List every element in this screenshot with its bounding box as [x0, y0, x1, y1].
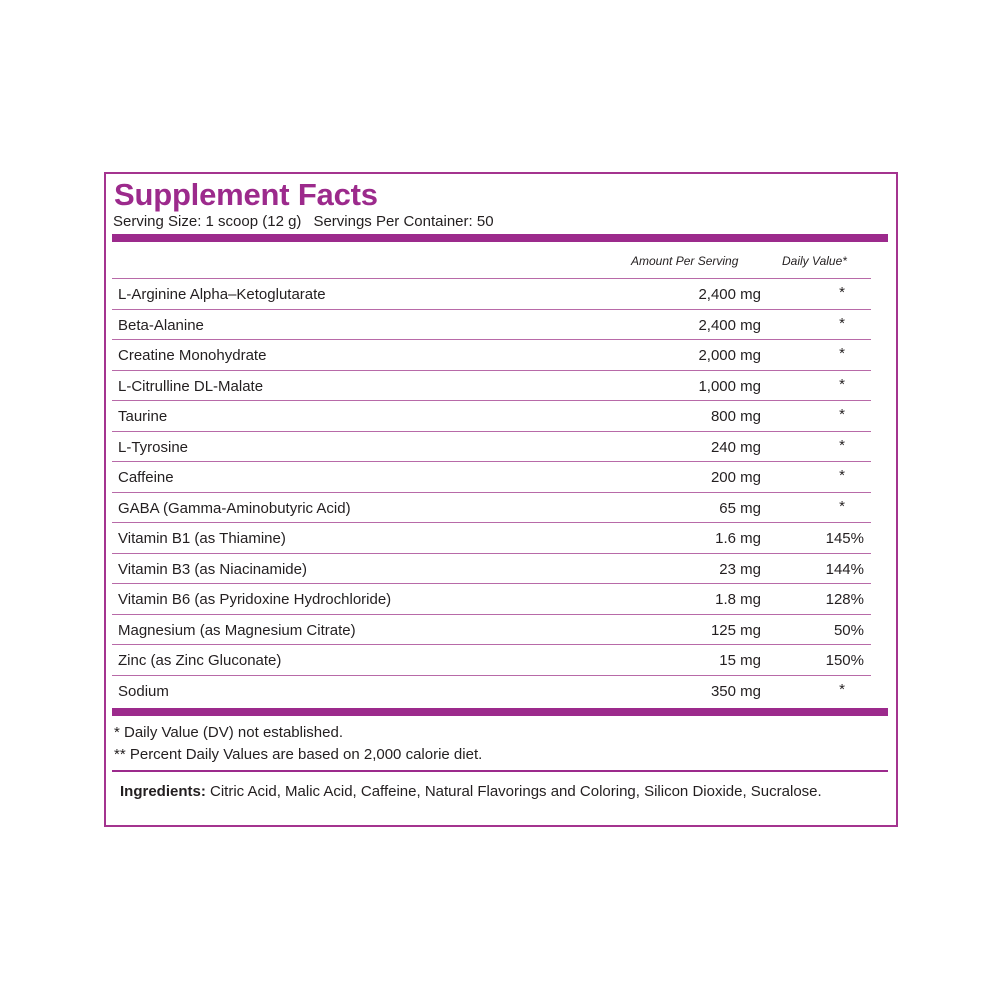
nutrient-name: Taurine	[118, 408, 168, 425]
nutrient-daily-value: *	[839, 375, 845, 393]
table-row	[112, 583, 871, 614]
nutrient-daily-value: 145%	[825, 530, 864, 547]
table-row	[112, 278, 871, 309]
nutrient-name: L-Tyrosine	[118, 438, 189, 456]
nutrient-daily-value: *	[839, 497, 845, 515]
nutrient-table	[112, 278, 871, 705]
nutrient-amount: 1.6 mg	[715, 530, 761, 547]
footnote-dv-not-established: * Daily Value (DV) not established.	[114, 724, 343, 741]
nutrient-daily-value: *	[839, 680, 845, 698]
table-row	[112, 461, 871, 492]
panel-title: Supplement Facts	[114, 177, 378, 212]
nutrient-amount: 240 mg	[710, 438, 761, 456]
nutrient-amount: 2,000 mg	[698, 347, 761, 364]
table-row	[112, 522, 871, 553]
nutrient-daily-value: *	[839, 284, 845, 301]
nutrient-name: Sodium	[118, 682, 169, 700]
nutrient-daily-value: *	[839, 406, 845, 423]
nutrient-amount: 23 mg	[719, 560, 761, 578]
nutrient-name: Zinc (as Zinc Gluconate)	[118, 652, 282, 669]
serving-size: Serving Size: 1 scoop (12 g)	[113, 213, 302, 230]
top-divider-bar	[112, 234, 888, 242]
table-row	[112, 400, 871, 431]
nutrient-name: Vitamin B3 (as Niacinamide)	[118, 560, 307, 578]
nutrient-amount: 125 mg	[710, 621, 761, 639]
nutrient-daily-value: *	[839, 467, 845, 484]
nutrient-amount: 800 mg	[710, 408, 761, 425]
table-row	[112, 339, 871, 370]
serving-info	[113, 213, 494, 231]
nutrient-daily-value: 150%	[825, 652, 864, 669]
nutrient-amount: 1.8 mg	[715, 591, 761, 608]
table-row	[112, 644, 871, 675]
nutrient-amount: 200 mg	[710, 469, 761, 486]
daily-value-column-header: Daily Value*	[782, 254, 847, 268]
nutrient-daily-value: *	[839, 436, 845, 454]
nutrient-daily-value: 128%	[825, 591, 864, 608]
nutrient-daily-value: *	[839, 314, 845, 332]
servings-per-container: Servings Per Container: 50	[313, 213, 494, 230]
nutrient-amount: 2,400 mg	[698, 316, 761, 334]
table-row	[112, 553, 871, 584]
nutrient-name: GABA (Gamma-Aminobutyric Acid)	[118, 499, 351, 517]
nutrient-amount: 15 mg	[719, 652, 761, 669]
nutrient-amount: 2,400 mg	[698, 286, 761, 303]
nutrient-name: L-Arginine Alpha–Ketoglutarate	[118, 286, 326, 303]
table-row	[112, 675, 871, 706]
ingredients-label: Ingredients:	[120, 783, 206, 800]
nutrient-daily-value: 50%	[833, 621, 864, 639]
nutrient-name: Creatine Monohydrate	[118, 347, 267, 364]
bottom-divider-bar	[112, 708, 888, 716]
nutrient-name: Caffeine	[118, 469, 174, 486]
nutrient-name: Magnesium (as Magnesium Citrate)	[118, 621, 356, 639]
table-row	[112, 370, 871, 401]
nutrient-name: L-Citrulline DL-Malate	[118, 377, 264, 395]
footnote-percent-dv: ** Percent Daily Values are based on 2,000 calorie diet.	[114, 746, 483, 763]
nutrient-amount: 350 mg	[710, 682, 761, 700]
table-row	[112, 614, 871, 645]
nutrient-amount: 1,000 mg	[698, 377, 761, 395]
nutrient-name: Vitamin B1 (as Thiamine)	[118, 530, 286, 547]
nutrient-name: Beta-Alanine	[118, 316, 204, 334]
nutrient-amount: 65 mg	[719, 499, 761, 517]
supplement-facts-panel	[104, 172, 898, 827]
table-row	[112, 309, 871, 340]
ingredients-divider	[112, 770, 888, 772]
table-row	[112, 492, 871, 523]
ingredients-text: Citric Acid, Malic Acid, Caffeine, Natural Flavorings and Coloring, Silicon Dioxide, Sucralose.	[205, 783, 822, 800]
amount-column-header: Amount Per Serving	[631, 254, 739, 268]
nutrient-name: Vitamin B6 (as Pyridoxine Hydrochloride)	[118, 591, 392, 608]
table-row	[112, 431, 871, 462]
ingredients-statement	[120, 781, 872, 803]
nutrient-daily-value: *	[839, 345, 845, 362]
nutrient-daily-value: 144%	[825, 560, 864, 578]
